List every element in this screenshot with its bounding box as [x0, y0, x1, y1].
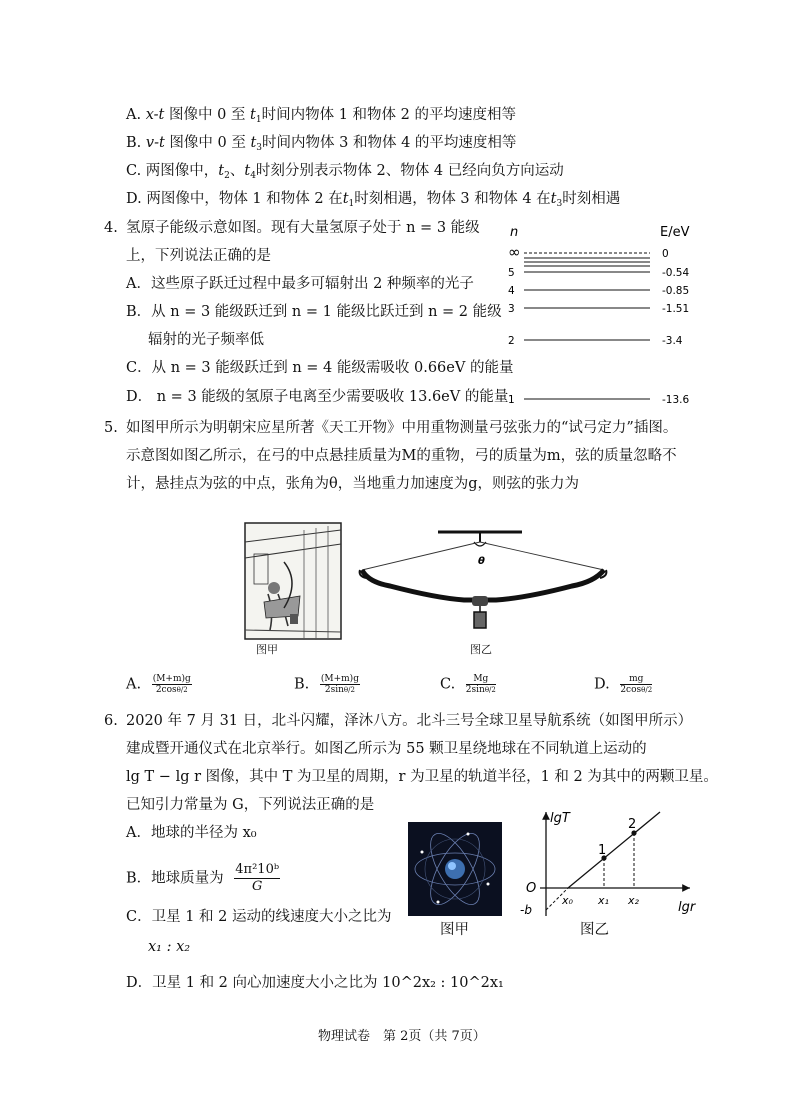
q4-stem-line1: 氢原子能级示意如图。现有大量氢原子处于 n = 3 能级 — [126, 220, 480, 236]
origin-label: O — [526, 881, 537, 896]
page-footer: 物理试卷 第 2页（共 7页） — [318, 1029, 486, 1044]
level-energy-label: -13.6 — [662, 394, 690, 406]
level-n-label: 4 — [508, 285, 515, 297]
q6-stem-line1: 2020 年 7 月 31 日，北斗闪耀，泽沐八方。北斗三号全球卫星导航系统（如图甲所示） — [126, 713, 693, 729]
q5-fig1-caption: 图甲 — [256, 643, 278, 656]
energy-axis-label: E/eV — [660, 225, 690, 240]
q4-option-c: C．从 n = 3 能级跃迁到 n = 4 能级需吸收 0.66eV 的能量 — [126, 360, 514, 376]
level-n-label: 2 — [508, 335, 515, 347]
y-axis-label: lgT — [550, 811, 570, 826]
q4-option-b-line2: 辐射的光子频率低 — [148, 332, 264, 348]
q3-option-d: D. 两图像中，物体 1 和物体 2 在$t_1$时刻相遇，物体 3 和物体 4 在$t_3$时刻相遇 — [126, 191, 621, 209]
q6-option-d: D．卫星 1 和 2 向心加速度大小之比为 10^2x₂ : 10^2x₁ — [126, 975, 504, 991]
q4-stem-line2: 上，下列说法正确的是 — [126, 248, 271, 264]
x-axis-label: lgr — [678, 900, 696, 915]
q6-stem-line3: lg T − lg r 图像，其中 T 为卫星的周期，r 为卫星的轨道半径，1 和 2 为其中的两颗卫星。 — [126, 769, 718, 785]
x2-label: x₂ — [628, 894, 639, 907]
q6-option-a: A．地球的半径为 x₀ — [126, 825, 257, 841]
q6-fig1-caption: 图甲 — [440, 922, 469, 938]
q3-option-b: B. v-t 图像中 0 至 $t_3$时间内物体 3 和物体 4 的平均速度相等 — [126, 135, 517, 153]
q6-fig2-caption: 图乙 — [580, 922, 609, 938]
bowstring-right — [480, 542, 604, 570]
q5-option-c: C. $\frac{Mg}{2\sin\theta/2}$ — [440, 674, 496, 695]
level-n-label: 5 — [508, 267, 515, 279]
q6-option-b: B．地球质量为 $\frac{\text{4π²10ᵇ}}{G}$ — [126, 862, 280, 894]
level-energy-label: -1.51 — [662, 303, 690, 315]
q4-option-b-line1: B．从 n = 3 能级跃迁到 n = 1 能级比跃迁到 n = 2 能级 — [126, 304, 502, 320]
q5-option-d: D. $\frac{mg}{2\cos\theta/2}$ — [594, 674, 653, 695]
q5-stem-line3: 计，悬挂点为弦的中点，张角为θ，当地重力加速度为g，则弦的张力为 — [126, 476, 580, 492]
bow-diagram — [356, 526, 610, 636]
q5-number: 5. — [104, 420, 118, 436]
q6-stem-line4: 已知引力常量为 G，下列说法正确的是 — [126, 797, 375, 813]
q5-stem-line1: 如图甲所示为明朝宋应星所著《天工开物》中用重物测量弓弦张力的“试弓定力”插图。 — [126, 420, 678, 436]
earth-icon — [445, 859, 465, 879]
q3-option-c: C. 两图像中，$t_2$、$t_4$时刻分别表示物体 2、物体 4 已经向负方向运动 — [126, 163, 564, 181]
bow — [362, 570, 604, 600]
q6-number: 6. — [104, 713, 118, 729]
fit-line — [568, 812, 660, 888]
q6-option-c-line1: C．卫星 1 和 2 运动的线速度大小之比为 — [126, 909, 392, 925]
q3-option-a: A. x-t 图像中 0 至 $t_1$时间内物体 1 和物体 2 的平均速度相等 — [126, 107, 516, 125]
x1-label: x₁ — [598, 894, 609, 907]
q6-stem-line2: 建成暨开通仪式在北京举行。如图乙所示为 55 颗卫星绕地球在不同轨道上运动的 — [126, 741, 647, 757]
hanging-weight — [474, 612, 486, 628]
intercept-label: -b — [520, 903, 532, 917]
point-2-label: 2 — [628, 817, 637, 832]
energy-level-diagram — [500, 222, 710, 408]
level-n-label: 1 — [508, 394, 515, 406]
level-energy-label: 0 — [662, 248, 669, 260]
q5-stem-line2: 示意图如图乙所示，在弓的中点悬挂质量为M的重物，弓的质量为m，弦的质量忽略不 — [126, 448, 677, 464]
level-energy-label: -0.54 — [662, 267, 690, 279]
x0-label: x₀ — [562, 894, 573, 907]
level-energy-label: -3.4 — [662, 335, 683, 347]
theta-label: θ — [478, 556, 485, 567]
q4-option-a: A．这些原子跃迁过程中最多可辐射出 2 种频率的光子 — [126, 276, 474, 292]
lgT-lgr-graph — [510, 806, 706, 926]
q5-option-b: B. $\frac{(M+m)g}{2\sin\theta/2}$ — [294, 674, 359, 695]
q5-option-a: A. $\frac{(M+m)g}{2\cos\theta/2}$ — [126, 674, 191, 695]
level-n-label: 3 — [508, 303, 515, 315]
q4-number: 4. — [104, 220, 118, 236]
level-n-label: ∞ — [508, 243, 521, 261]
woodcut-illustration — [244, 522, 344, 642]
q5-fig2-caption: 图乙 — [470, 643, 492, 656]
level-energy-label: -0.85 — [662, 285, 690, 297]
beidou-satellite-image — [408, 822, 502, 916]
point-1-label: 1 — [598, 843, 607, 858]
bowstring-left — [362, 542, 480, 570]
n-axis-label: n — [510, 225, 519, 240]
energy-levels — [508, 243, 689, 406]
q4-option-d: D． n = 3 能级的氢原子电离至少需要吸收 13.6eV 的能量 — [126, 389, 509, 405]
q6-option-c-line2: x₁ : x₂ — [148, 939, 191, 955]
